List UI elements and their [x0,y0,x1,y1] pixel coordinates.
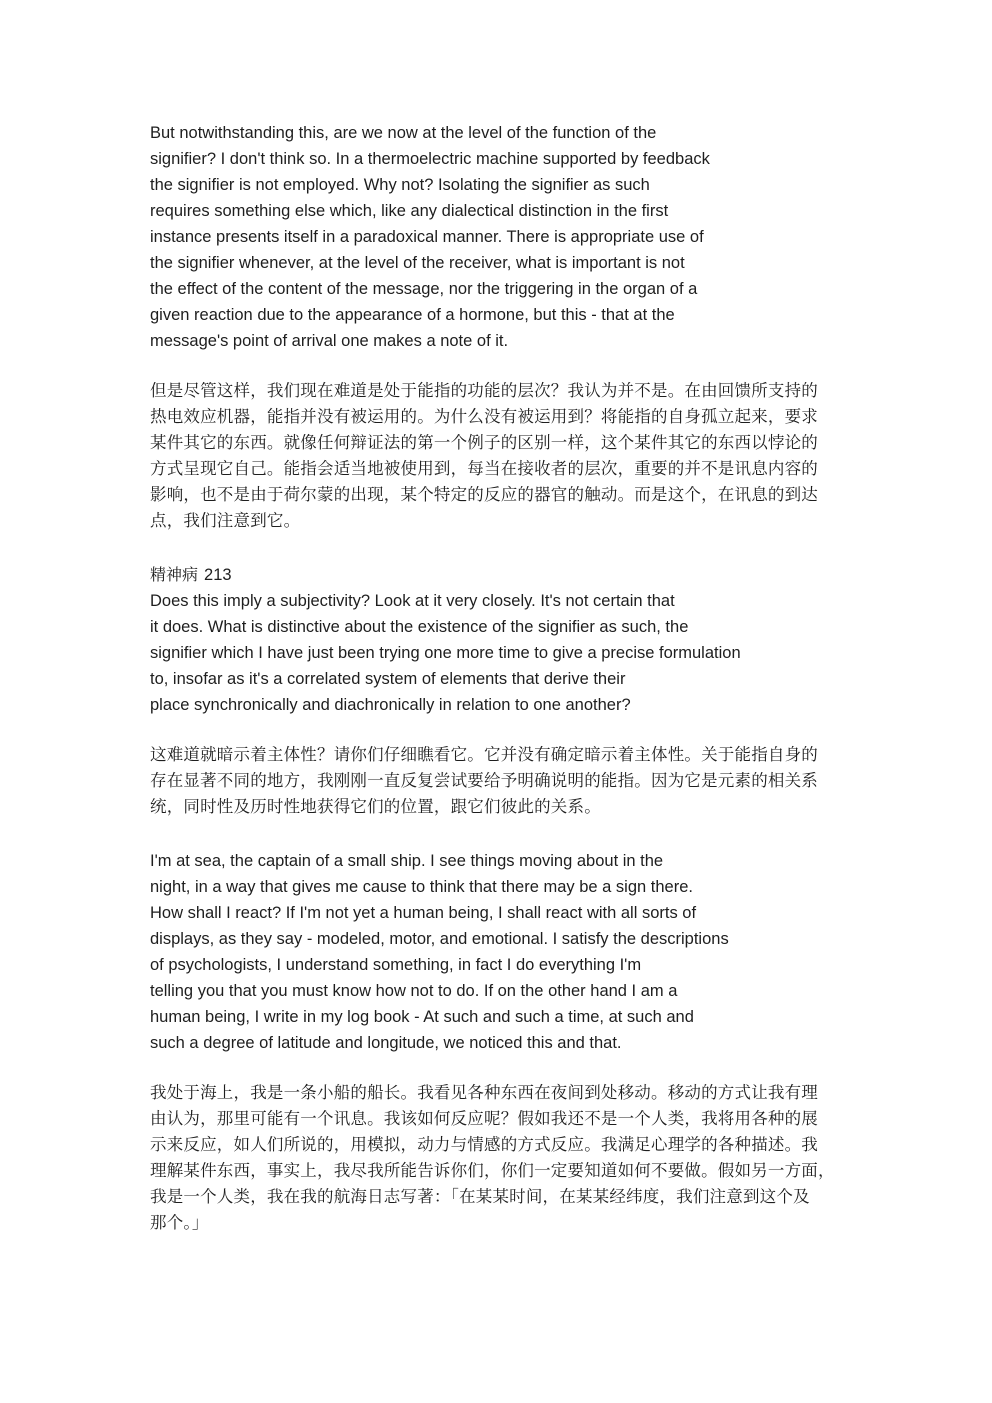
text-line: 但是尽管这样，我们现在难道是处于能指的功能的层次？我认为并不是。在由回馈所支持的 [150,381,818,400]
text-line: message's point of arrival one makes a note of it. [150,332,509,350]
text-line: of psychologists, I understand something, in fact I do everything I'm [150,956,642,974]
text-line: place synchronically and diachronically in relation to one another? [150,696,631,714]
page-number: 213 [204,566,232,584]
text-line: 某件其它的东西。就像任何辩证法的第一个例子的区别一样，这个某件其它的东西以悖论的 [150,433,818,452]
paragraph-1-chinese [150,378,850,534]
text-line: night, in a way that gives me cause to think that there may be a sign there. [150,878,693,896]
page-heading [150,562,850,588]
text-line: 影响，也不是由于荷尔蒙的出现，某个特定的反应的器官的触动。而是这个，在讯息的到达 [150,485,818,504]
text-line: it does. What is distinctive about the existence of the signifier as such, the [150,618,689,636]
text-line: 方式呈现它自己。能指会适当地被使用到，每当在接收者的层次，重要的并不是讯息内容的 [150,459,818,478]
text-line: 由认为，那里可能有一个讯息。我该如何反应呢？假如我还不是一个人类，我将用各种的展 [150,1109,818,1128]
text-line: 理解某件东西，事实上，我尽我所能告诉你们，你们一定要知道如何不要做。假如另一方面， [150,1161,835,1180]
text-line: 点，我们注意到它。 [150,511,301,530]
text-line: 统，同时性及历时性地获得它们的位置，跟它们彼此的关系。 [150,797,601,816]
text-line: 我处于海上，我是一条小船的船长。我看见各种东西在夜间到处移动。移动的方式让我有理 [150,1083,818,1102]
paragraph-1-english [150,120,850,354]
text-line: 我是一个人类，我在我的航海日志写著：「在某某时间，在某某经纬度，我们注意到这个及 [150,1187,810,1206]
text-line: 这难道就暗示着主体性？请你们仔细瞧看它。它并没有确定暗示着主体性。关于能指自身的 [150,745,818,764]
text-line: such a degree of latitude and longitude, we noticed this and that. [150,1034,622,1052]
text-line: But notwithstanding this, are we now at the level of the function of the [150,124,657,142]
text-line: requires something else which, like any dialectical distinction in the first [150,202,669,220]
heading-label: 精神病 [150,565,199,584]
text-line: displays, as they say - modeled, motor, and emotional. I satisfy the descriptions [150,930,729,948]
text-line: I'm at sea, the captain of a small ship. I see things moving about in the [150,852,664,870]
text-line: given reaction due to the appearance of a hormone, but this - that at the [150,306,675,324]
text-line: 热电效应机器，能指并没有被运用的。为什么没有被运用到？将能指的自身孤立起来，要求 [150,407,818,426]
heading-line [150,562,850,588]
text-line: signifier? I don't think so. In a thermoelectric machine supported by feedback [150,150,710,168]
text-line: 那个。」 [150,1213,209,1232]
paragraph-3-english [150,848,850,1056]
text-line: telling you that you must know how not to do. If on the other hand I am a [150,982,678,1000]
text-line: 示来反应，如人们所说的，用模拟，动力与情感的方式反应。我满足心理学的各种描述。我 [150,1135,818,1154]
text-line: signifier which I have just been trying one more time to give a precise formulation [150,644,741,662]
text-line: instance presents itself in a paradoxical manner. There is appropriate use of [150,228,704,246]
text-line: How shall I react? If I'm not yet a human being, I shall react with all sorts of [150,904,697,922]
paragraph-3-chinese [150,1080,850,1236]
text-line: Does this imply a subjectivity? Look at it very closely. It's not certain that [150,592,675,610]
text-line: human being, I write in my log book - At such and such a time, at such and [150,1008,694,1026]
paragraph-2-chinese [150,742,850,820]
text-line: to, insofar as it's a correlated system of elements that derive their [150,670,626,688]
text-line: the signifier is not employed. Why not? Isolating the signifier as such [150,176,650,194]
text-line: 存在显著不同的地方，我刚刚一直反复尝试要给予明确说明的能指。因为它是元素的相关系 [150,771,818,790]
text-line: the signifier whenever, at the level of the receiver, what is important is not [150,254,685,272]
paragraph-2-english [150,588,850,718]
text-line: the effect of the content of the message, nor the triggering in the organ of a [150,280,698,298]
